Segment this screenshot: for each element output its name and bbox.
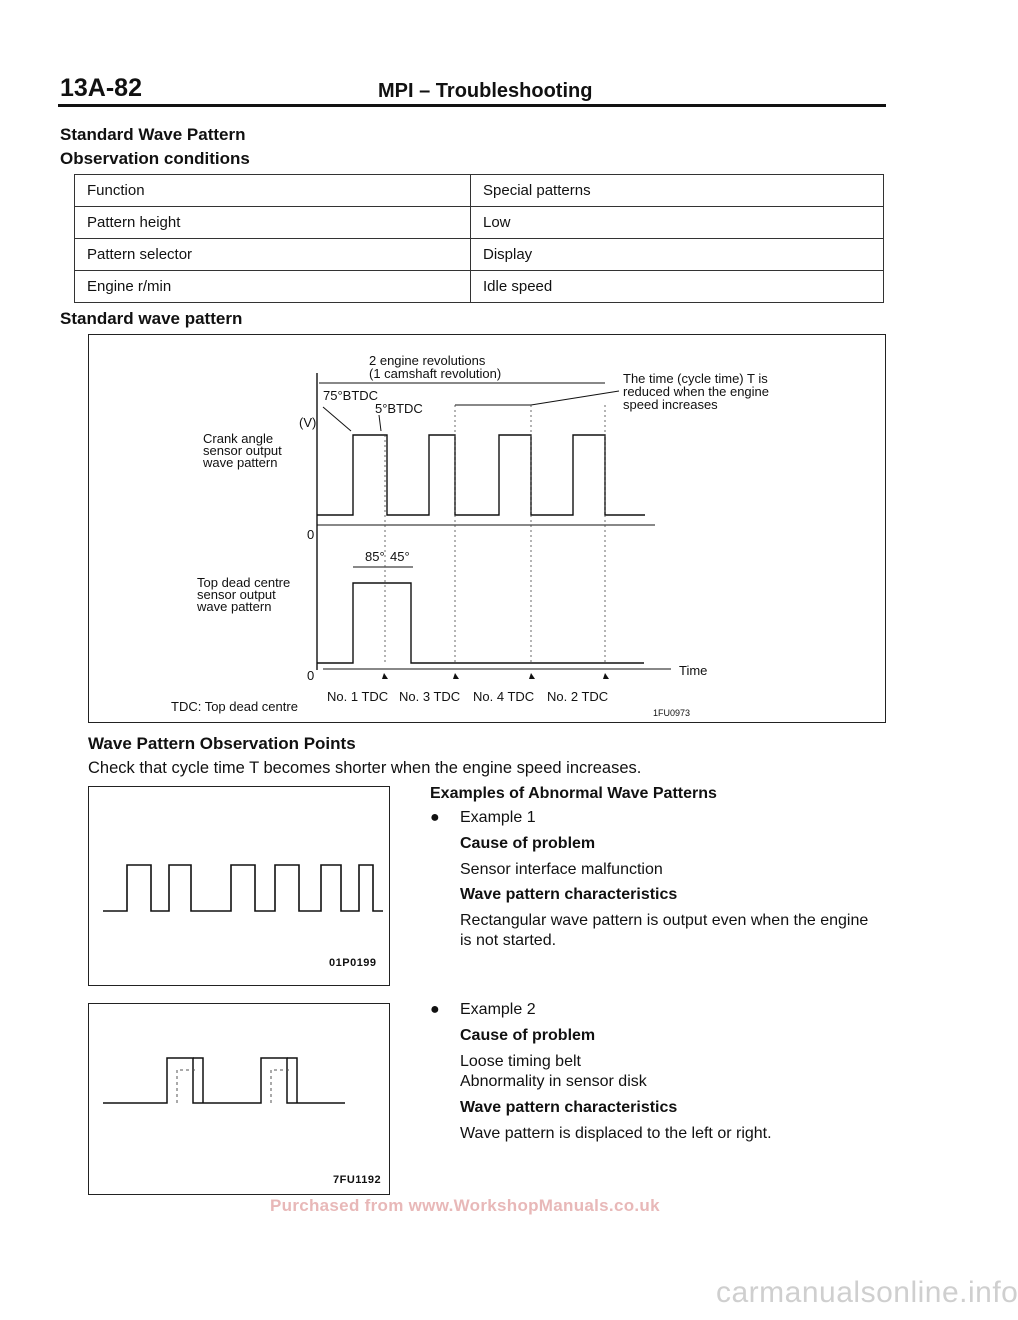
revolutions-label: 2 engine revolutions	[369, 353, 486, 368]
section-heading: Standard Wave Pattern	[60, 125, 246, 144]
example2-code: 7FU1192	[333, 1174, 382, 1186]
cycle-note-line1: The time (cycle time) T is	[623, 371, 768, 386]
table-row	[75, 175, 884, 207]
crank-label-line1: Crank angle	[203, 431, 274, 446]
condition-label: Pattern height	[75, 207, 471, 239]
example1-char-line1: Rectangular wave pattern is output even when the engine	[460, 912, 869, 929]
section-subheading: Observation conditions	[60, 149, 250, 168]
cycle-note-line2: reduced when the engine	[623, 384, 770, 399]
zero-label-bottom: 0	[307, 668, 315, 683]
tdc-mark-label: No. 1 TDC	[327, 689, 389, 704]
tdc-label-line3: wave pattern	[197, 599, 272, 614]
btdc75-leader	[323, 407, 351, 431]
example1-wave	[103, 865, 383, 911]
example1-code: 01P0199	[329, 957, 377, 969]
example1-cause: Sensor interface malfunction	[460, 861, 663, 878]
condition-value: Display	[471, 239, 884, 271]
example2-figure	[88, 1003, 390, 1195]
example1-bullet-icon: ●	[430, 809, 440, 826]
page-number: 13A-82	[60, 74, 142, 102]
example1-figure	[88, 786, 390, 986]
tdc-mark-label: No. 2 TDC	[547, 689, 609, 704]
btdc5-leader	[379, 415, 381, 431]
volt-label: (V)	[299, 415, 317, 430]
table-row	[75, 207, 884, 239]
tdc-label-line2: sensor output	[197, 587, 276, 602]
watermark-link[interactable]: Purchased from www.WorkshopManuals.co.uk	[270, 1196, 660, 1215]
standard-wave-heading: Standard wave pattern	[60, 309, 243, 328]
example1-char-label: Wave pattern characteristics	[460, 886, 678, 903]
example2-cause-line1: Loose timing belt	[460, 1053, 581, 1070]
standard-wave-diagram	[88, 334, 886, 723]
example2-wave	[103, 1058, 345, 1103]
cycle-note-line3: speed increases	[623, 397, 718, 412]
example2-wave-svg	[89, 1004, 389, 1194]
tdc-legend: TDC: Top dead centre	[171, 699, 298, 714]
table-row	[75, 271, 884, 303]
example1-cause-label: Cause of problem	[460, 835, 596, 852]
crank-label-line2: sensor output	[203, 443, 282, 458]
example2-cause-line2: Abnormality in sensor disk	[460, 1073, 647, 1090]
revolutions-sub-label: (1 camshaft revolution)	[369, 366, 502, 381]
conditions-table	[74, 174, 884, 303]
footer-site-logo: carmanualsonline.info	[716, 1276, 1018, 1309]
examples-heading: Examples of Abnormal Wave Patterns	[430, 785, 717, 802]
btdc5-label: 5°BTDC	[375, 401, 423, 416]
condition-label: Pattern selector	[75, 239, 471, 271]
table-row	[75, 239, 884, 271]
tdc-wave	[317, 583, 644, 663]
example2-char: Wave pattern is displaced to the left or right.	[460, 1125, 772, 1142]
condition-value: Special patterns	[471, 175, 884, 207]
condition-label: Engine r/min	[75, 271, 471, 303]
angle45-label: 45°	[390, 549, 410, 564]
cycle-leader	[531, 391, 619, 405]
example1-char-line2: is not started.	[460, 932, 557, 949]
header-rule	[58, 104, 886, 107]
example2-title: Example 2	[460, 1001, 536, 1018]
tdc-mark-label: No. 3 TDC	[399, 689, 461, 704]
condition-value: Idle speed	[471, 271, 884, 303]
crank-label-line3: wave pattern	[203, 455, 278, 470]
time-label: Time	[679, 663, 708, 678]
crank-wave	[317, 435, 645, 515]
example1-title: Example 1	[460, 809, 536, 826]
example2-cause-label: Cause of problem	[460, 1027, 596, 1044]
page-title: MPI – Troubleshooting	[378, 80, 593, 102]
observation-text: Check that cycle time T becomes shorter when the engine speed increases.	[88, 759, 642, 777]
tdc-mark-label: No. 4 TDC	[473, 689, 535, 704]
zero-label-top: 0	[307, 527, 315, 542]
btdc75-label: 75°BTDC	[323, 388, 379, 403]
condition-value: Low	[471, 207, 884, 239]
example2-bullet-icon: ●	[430, 1001, 440, 1018]
angle85-label: 85°	[365, 549, 385, 564]
example1-wave-svg	[89, 787, 389, 985]
wave-diagram-svg	[89, 335, 885, 722]
example2-char-label: Wave pattern characteristics	[460, 1099, 678, 1116]
diagram-code: 1FU0973	[653, 708, 691, 718]
condition-label: Function	[75, 175, 471, 207]
observation-heading: Wave Pattern Observation Points	[88, 734, 356, 753]
tdc-label-line1: Top dead centre	[197, 575, 291, 590]
